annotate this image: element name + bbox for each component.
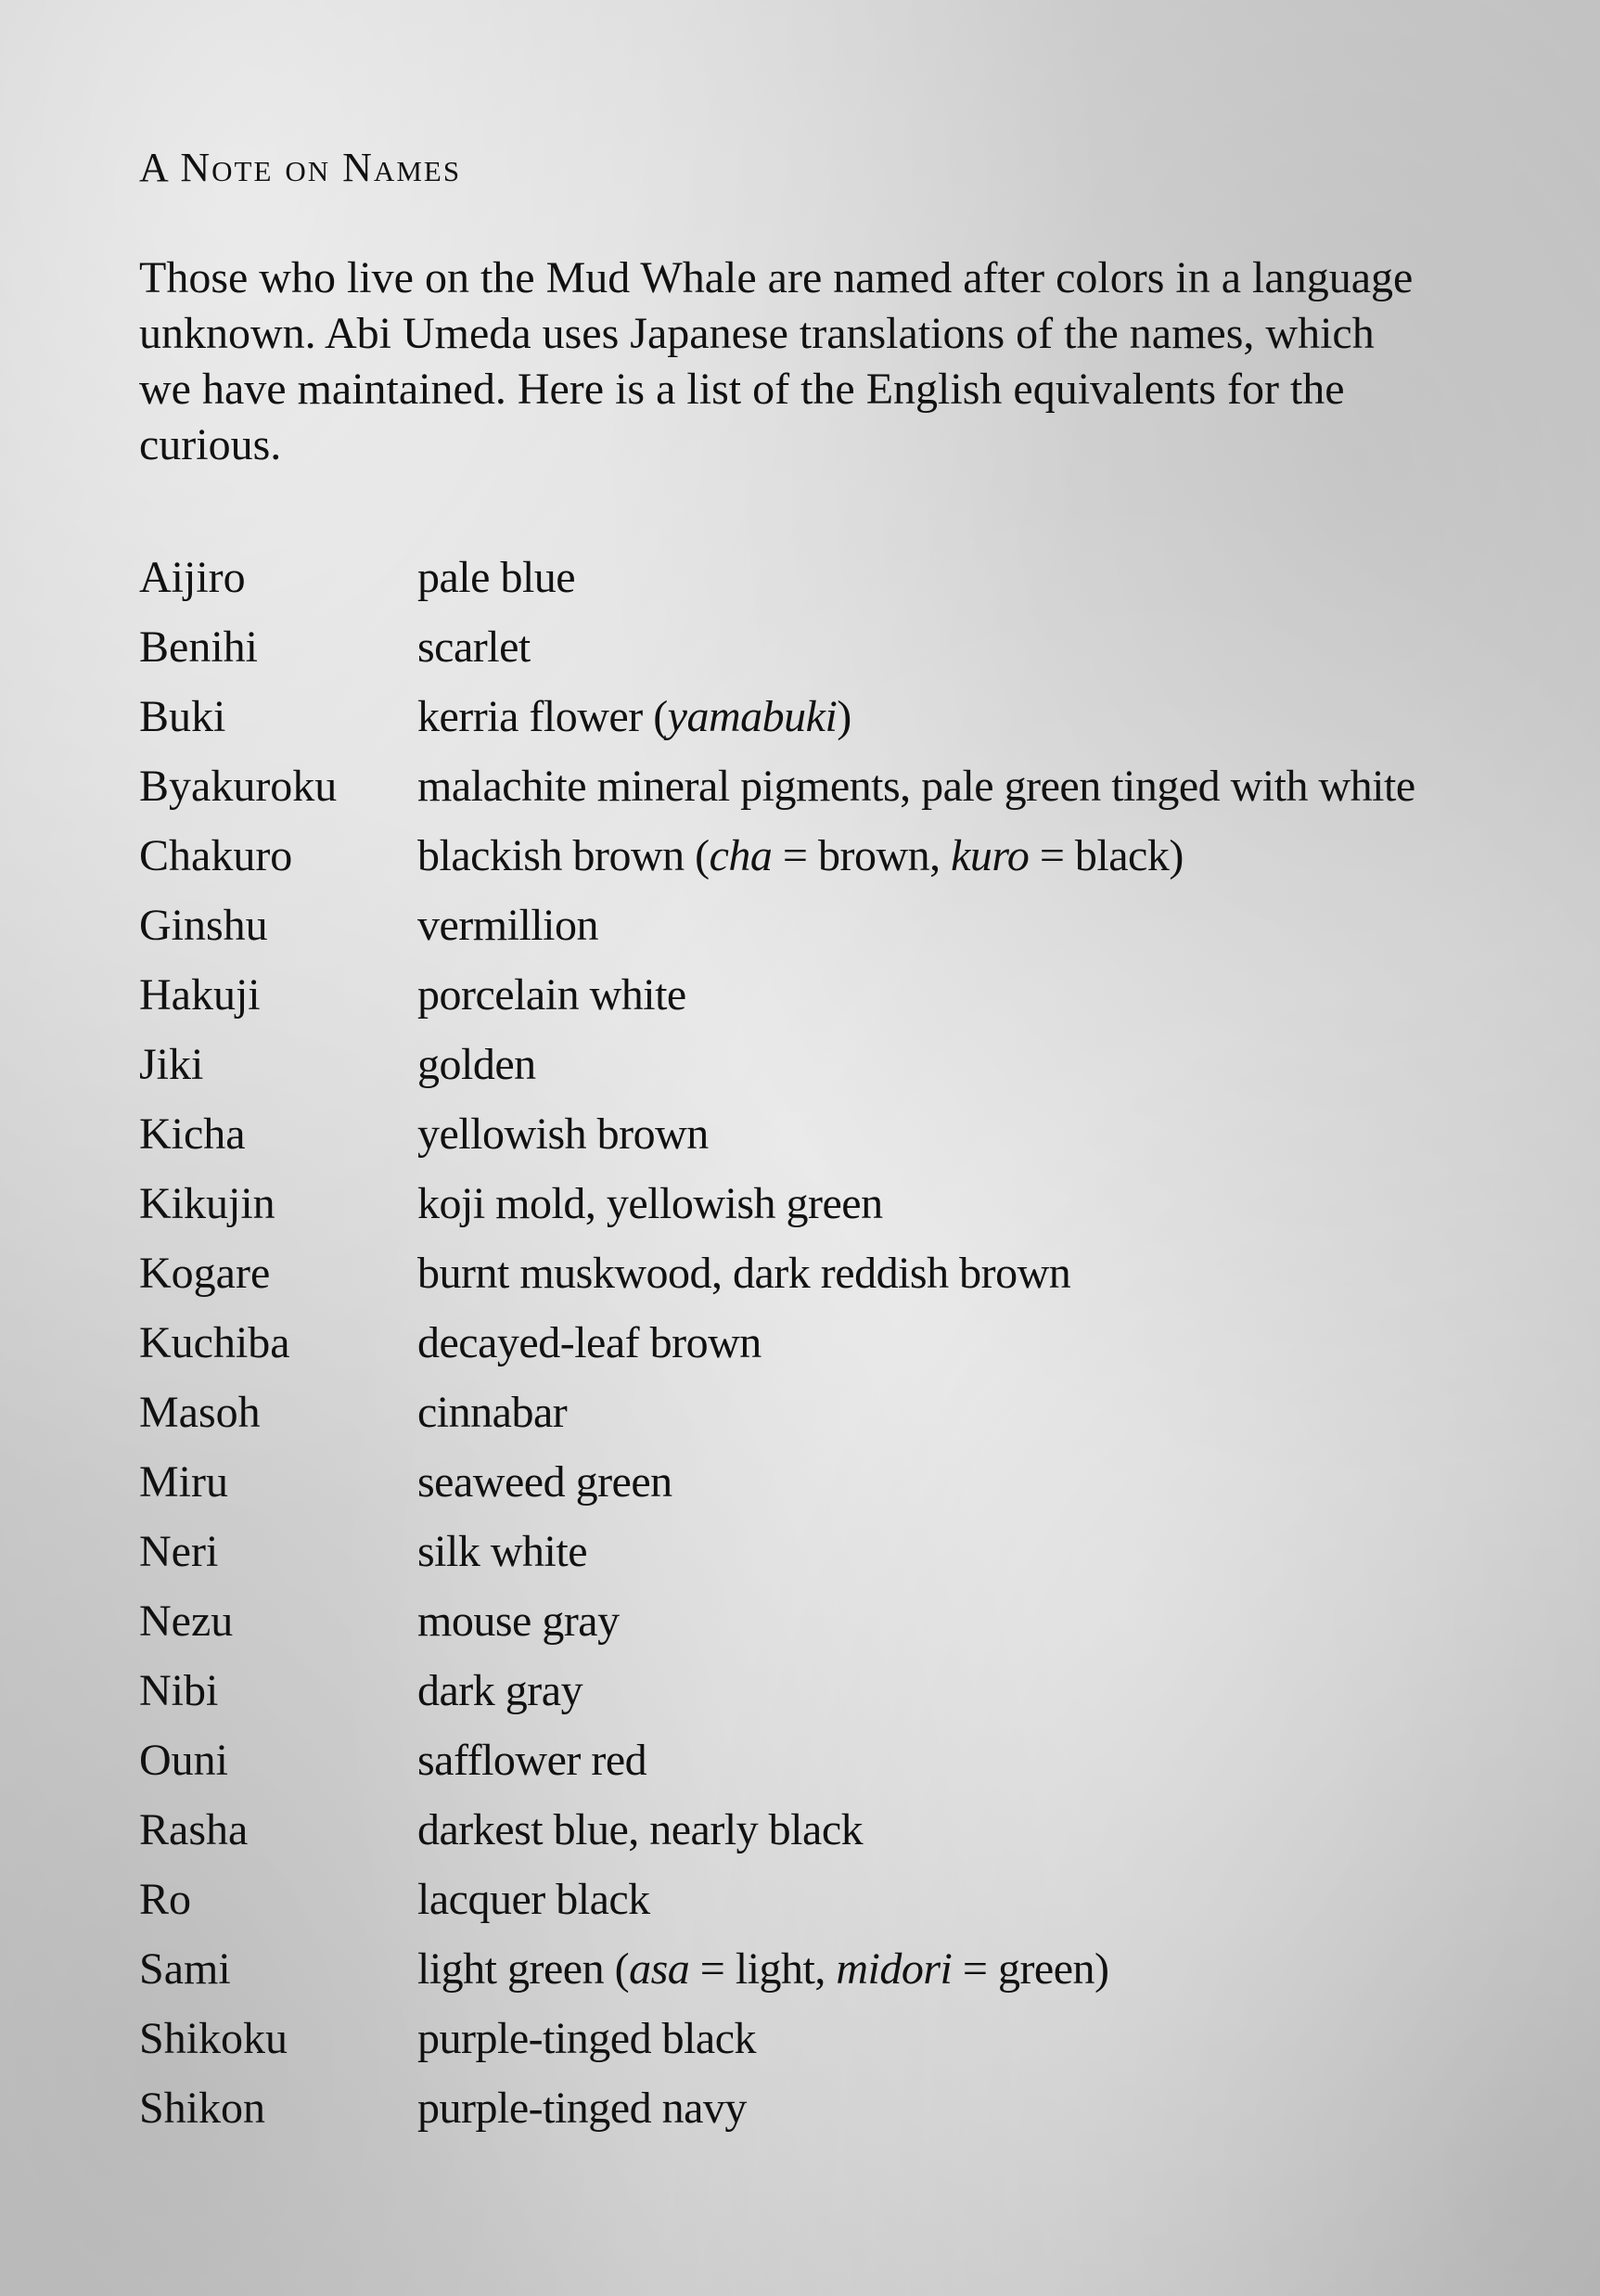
definition-segment: seaweed green (417, 1457, 672, 1507)
glossary-row (139, 891, 1493, 960)
glossary-row (139, 960, 1493, 1030)
definition-segment: blackish brown ( (417, 831, 710, 880)
glossary-term: Shikon (139, 2084, 266, 2133)
definition-segment: kerria flower ( (417, 692, 668, 741)
glossary-row (139, 1169, 1493, 1238)
glossary-row (139, 1378, 1493, 1447)
glossary-term: Kicha (139, 1110, 246, 1159)
name-glossary (139, 543, 1493, 2143)
definition-italic-segment: yamabuki (667, 692, 838, 741)
glossary-term: Sami (139, 1944, 231, 1994)
definition-segment: = black) (1029, 831, 1184, 880)
definition-segment: = brown, (772, 831, 952, 880)
glossary-term: Nibi (139, 1666, 219, 1715)
glossary-term: Neri (139, 1527, 219, 1576)
glossary-definition (417, 1387, 1493, 1438)
glossary-definition (417, 1665, 1493, 1716)
glossary-row (139, 1725, 1493, 1795)
glossary-row (139, 751, 1493, 821)
definition-segment: decayed-leaf brown (417, 1318, 762, 1367)
definition-segment: koji mold, yellowish green (417, 1179, 883, 1228)
definition-segment: purple-tinged black (417, 2014, 757, 2063)
page-title: A Note on Names (139, 145, 462, 190)
glossary-definition (417, 1039, 1493, 1090)
glossary-term: Nezu (139, 1597, 234, 1646)
glossary-row (139, 1795, 1493, 1865)
glossary-definition (417, 900, 1493, 951)
glossary-row (139, 543, 1493, 612)
glossary-term: Kikujin (139, 1179, 275, 1228)
glossary-term: Masoh (139, 1388, 261, 1437)
glossary-row (139, 1099, 1493, 1169)
definition-segment: vermillion (417, 901, 598, 950)
glossary-term: Aijiro (139, 553, 246, 602)
glossary-term: Miru (139, 1457, 228, 1507)
definition-segment: burnt muskwood, dark reddish brown (417, 1249, 1071, 1298)
glossary-definition (417, 1178, 1493, 1229)
glossary-row (139, 1517, 1493, 1586)
glossary-term: Jiki (139, 1040, 204, 1089)
glossary-term: Buki (139, 692, 226, 741)
glossary-definition (417, 1109, 1493, 1160)
glossary-definition (417, 622, 1493, 673)
glossary-row (139, 1934, 1493, 2004)
glossary-row (139, 2004, 1493, 2073)
definition-segment: = green) (952, 1944, 1109, 1994)
definition-italic-segment: kuro (951, 831, 1030, 880)
definition-segment: = light, (689, 1944, 837, 1994)
glossary-definition (417, 830, 1493, 881)
glossary-definition (417, 1248, 1493, 1299)
glossary-row (139, 1656, 1493, 1725)
glossary-definition (417, 691, 1493, 742)
glossary-row (139, 682, 1493, 751)
definition-segment: light green ( (417, 1944, 630, 1994)
glossary-row (139, 2073, 1493, 2143)
definition-segment: pale blue (417, 553, 576, 602)
glossary-row (139, 1030, 1493, 1099)
glossary-term: Ginshu (139, 901, 268, 950)
glossary-definition (417, 1874, 1493, 1925)
glossary-definition (417, 2013, 1493, 2064)
glossary-term: Benihi (139, 622, 258, 672)
glossary-definition (417, 969, 1493, 1020)
glossary-definition (417, 761, 1493, 812)
definition-segment: golden (417, 1040, 536, 1089)
definition-italic-segment: cha (709, 831, 773, 880)
glossary-definition (417, 2083, 1493, 2134)
glossary-term: Kuchiba (139, 1318, 290, 1367)
glossary-definition (417, 1596, 1493, 1647)
glossary-term: Ouni (139, 1736, 228, 1785)
definition-segment: cinnabar (417, 1388, 568, 1437)
definition-segment: ) (837, 692, 851, 741)
glossary-term: Chakuro (139, 831, 293, 880)
glossary-term: Byakuroku (139, 762, 338, 811)
glossary-term: Hakuji (139, 970, 261, 1020)
glossary-definition (417, 1526, 1493, 1577)
definition-segment: darkest blue, nearly black (417, 1805, 864, 1854)
intro-paragraph: Those who live on the Mud Whale are named after colors in a language unknown. Abi Umeda uses Japanese translations of the names, which we have maintained. Here is a list of the English equivalents for the curious. (139, 253, 1414, 469)
glossary-row (139, 1865, 1493, 1934)
glossary-row (139, 1238, 1493, 1308)
definition-segment: safflower red (417, 1736, 647, 1785)
glossary-term: Shikoku (139, 2014, 288, 2063)
definition-italic-segment: asa (629, 1944, 690, 1994)
definition-segment: porcelain white (417, 970, 686, 1020)
definition-segment: purple-tinged navy (417, 2084, 747, 2133)
glossary-definition (417, 1317, 1493, 1368)
glossary-definition (417, 1943, 1493, 1995)
definition-segment: silk white (417, 1527, 587, 1576)
glossary-term: Ro (139, 1875, 192, 1924)
glossary-row (139, 1308, 1493, 1378)
definition-italic-segment: midori (836, 1944, 953, 1994)
definition-segment: malachite mineral pigments, pale green tinged with white (417, 762, 1415, 811)
glossary-row (139, 821, 1493, 891)
definition-segment: scarlet (417, 622, 531, 672)
glossary-row (139, 1447, 1493, 1517)
glossary-row (139, 612, 1493, 682)
glossary-definition (417, 1804, 1493, 1855)
glossary-term: Kogare (139, 1249, 271, 1298)
definition-segment: mouse gray (417, 1597, 620, 1646)
definition-segment: yellowish brown (417, 1110, 709, 1159)
glossary-row (139, 1586, 1493, 1656)
glossary-definition (417, 1456, 1493, 1507)
glossary-term: Rasha (139, 1805, 249, 1854)
glossary-definition (417, 1735, 1493, 1786)
definition-segment: dark gray (417, 1666, 583, 1715)
glossary-definition (417, 552, 1493, 603)
definition-segment: lacquer black (417, 1875, 650, 1924)
